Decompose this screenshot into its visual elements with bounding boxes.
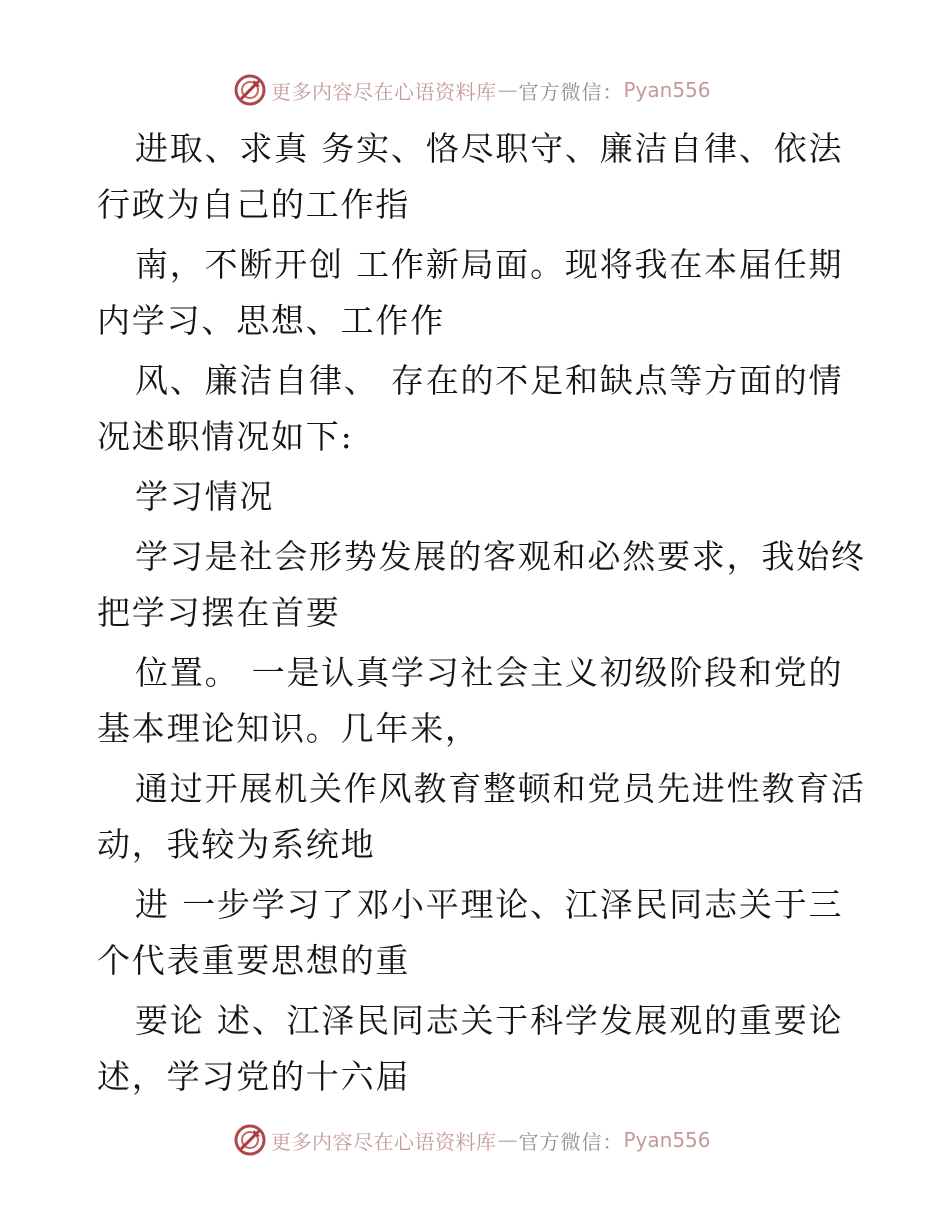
body-line-17: 述，学习党的十六届 — [97, 1057, 411, 1096]
header-wechat-id: Pyan556 — [623, 78, 711, 102]
body-line-6: 况述职情况如下: — [97, 417, 354, 456]
footer-wechat-id: Pyan556 — [623, 1128, 711, 1152]
header-separator: — — [497, 78, 518, 102]
footer-wechat-label: 官方微信： — [518, 1129, 624, 1154]
body-line-4: 内学习、思想、工作作 — [97, 301, 445, 340]
body-line-5: 风、廉洁自律、 存在的不足和缺点等方面的情 — [135, 361, 844, 400]
logo-icon — [233, 73, 267, 107]
body-line-2: 行政为自己的工作指 — [97, 185, 411, 224]
body-line-10: 位置。 一是认真学习社会主义初级阶段和党的 — [135, 653, 844, 692]
footer-separator: — — [497, 1128, 518, 1152]
footer-banner — [233, 1122, 711, 1158]
body-line-16: 要论 述、江泽民同志关于科学发展观的重要论 — [135, 1001, 844, 1040]
body-line-9: 把学习摆在首要 — [97, 593, 341, 632]
header-wechat-label: 官方微信： — [518, 79, 624, 104]
body-line-15: 个代表重要思想的重 — [97, 941, 411, 980]
header-promo-text: 更多内容尽在心语资料库 — [271, 79, 497, 104]
body-line-13: 动，我较为系统地 — [97, 825, 376, 864]
body-line-8: 学习是社会形势发展的客观和必然要求，我始终 — [135, 537, 866, 576]
body-line-3: 南，不断开创 工作新局面。现将我在本届任期 — [135, 245, 844, 284]
footer-promo-text: 更多内容尽在心语资料库 — [271, 1129, 497, 1154]
logo-icon — [233, 1123, 267, 1157]
header-banner — [233, 72, 711, 108]
body-line-14: 进 一步学习了邓小平理论、江泽民同志关于三 — [135, 885, 844, 924]
body-line-11: 基本理论知识。几年来， — [97, 709, 480, 748]
body-line-12: 通过开展机关作风教育整顿和党员先进性教育活 — [135, 769, 866, 808]
section-heading: 学习情况 — [135, 477, 275, 516]
body-line-1: 进取、求真 务实、恪尽职守、廉洁自律、依法 — [135, 129, 844, 168]
